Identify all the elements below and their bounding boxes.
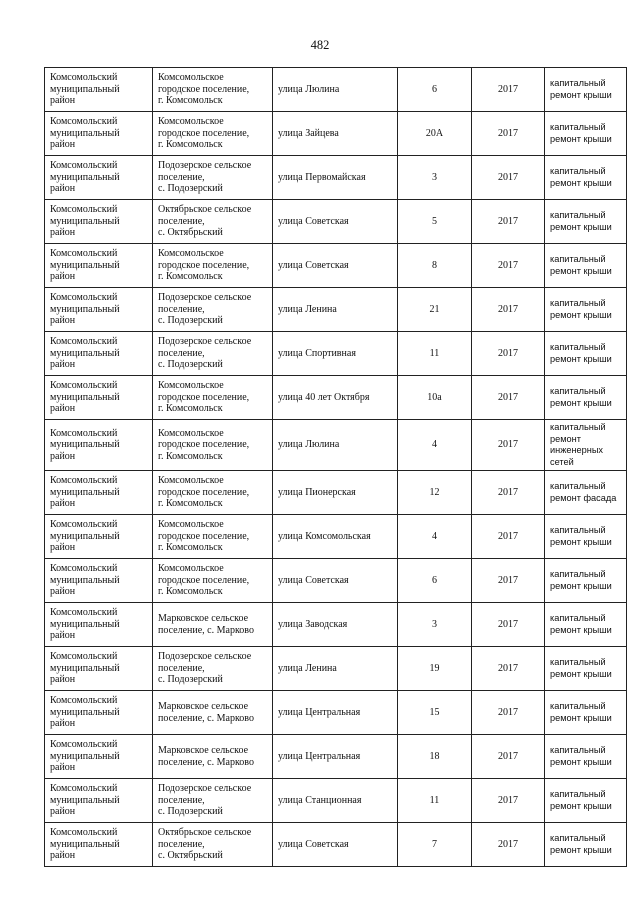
cell-work-type-line: ремонт крыши <box>550 221 612 232</box>
cell-district-line: Комсомольский <box>50 116 118 128</box>
cell-district <box>45 288 153 332</box>
table-row <box>45 420 627 471</box>
cell-district-line: район <box>50 586 76 598</box>
cell-year: 2017 <box>472 735 545 779</box>
cell-district-line: Комсомольский <box>50 695 118 707</box>
cell-work-type <box>545 647 627 691</box>
cell-work-type-line: капитальный <box>550 298 606 308</box>
cell-work-type-line: ремонт крыши <box>550 397 612 408</box>
cell-district-line: район <box>50 850 76 862</box>
cell-work-type <box>545 559 627 603</box>
cell-district-line: район <box>50 762 76 774</box>
cell-district-line: муниципальный <box>50 750 120 762</box>
cell-work-type-line: ремонт крыши <box>550 800 612 811</box>
cell-district-line: Комсомольский <box>50 336 118 348</box>
cell-settlement-line: г. Комсомольск <box>158 139 223 151</box>
cell-house-number: 6 <box>398 559 472 603</box>
table-row <box>45 779 627 823</box>
cell-work-type <box>545 603 627 647</box>
cell-district <box>45 68 153 112</box>
cell-district-line: Комсомольский <box>50 519 118 531</box>
cell-work-type <box>545 515 627 559</box>
table-row <box>45 691 627 735</box>
cell-settlement-line: Комсомольское <box>158 563 224 575</box>
cell-district-line: район <box>50 718 76 730</box>
cell-district-line: район <box>50 674 76 686</box>
cell-settlement-line: Комсомольское <box>158 72 224 84</box>
cell-district <box>45 244 153 288</box>
cell-year: 2017 <box>472 68 545 112</box>
cell-settlement-line: Марковское сельское <box>158 745 249 756</box>
cell-year: 2017 <box>472 471 545 515</box>
cell-work-type-line: капитальный <box>550 789 606 799</box>
cell-house-number: 6 <box>398 68 472 112</box>
cell-work-type-line: ремонт крыши <box>550 624 612 635</box>
cell-year: 2017 <box>472 288 545 332</box>
cell-settlement <box>153 68 273 112</box>
cell-district-line: район <box>50 139 76 151</box>
cell-district <box>45 376 153 420</box>
cell-street: улица Первомайская <box>273 156 398 200</box>
cell-year: 2017 <box>472 779 545 823</box>
cell-work-type-line: ремонт крыши <box>550 89 612 100</box>
page-number: 482 <box>310 38 330 52</box>
cell-settlement-line: с. Подозерский <box>158 359 223 371</box>
cell-district-line: Комсомольский <box>50 475 118 487</box>
cell-street: улица Комсомольская <box>273 515 398 559</box>
cell-work-type-line: ремонт крыши <box>550 580 612 591</box>
cell-work-type-line: капитальный <box>550 833 606 843</box>
cell-settlement-line: городское поселение, <box>158 530 250 542</box>
cell-work-type <box>545 112 627 156</box>
cell-work-type <box>545 779 627 823</box>
cell-district <box>45 156 153 200</box>
cell-work-type-line: ремонт <box>550 433 581 444</box>
cell-street: улица Пионерская <box>273 471 398 515</box>
cell-work-type-line: ремонт крыши <box>550 536 612 547</box>
cell-settlement-line: г. Комсомольск <box>158 403 223 415</box>
cell-district-line: Комсомольский <box>50 651 118 663</box>
cell-settlement <box>153 200 273 244</box>
cell-district-line: муниципальный <box>50 259 120 271</box>
cell-work-type <box>545 420 627 471</box>
cell-work-type-line: капитальный <box>550 613 606 623</box>
table-row <box>45 156 627 200</box>
cell-district-line: Комсомольский <box>50 380 118 392</box>
cell-district <box>45 515 153 559</box>
cell-house-number: 3 <box>398 603 472 647</box>
cell-work-type-line: капитальный <box>550 701 606 711</box>
cell-house-number: 8 <box>398 244 472 288</box>
cell-settlement <box>153 420 273 471</box>
cell-district-line: Комсомольский <box>50 739 118 751</box>
cell-settlement-line: городское поселение, <box>158 391 250 403</box>
cell-settlement-line: Комсомольское <box>158 519 224 531</box>
cell-settlement <box>153 332 273 376</box>
cell-settlement-line: поселение, <box>158 662 205 674</box>
cell-district-line: Комсомольский <box>50 72 118 84</box>
cell-street: улица Советская <box>273 559 398 603</box>
cell-work-type-line: ремонт крыши <box>550 177 612 188</box>
cell-district-line: район <box>50 271 76 283</box>
table-row <box>45 647 627 691</box>
cell-work-type-line: ремонт крыши <box>550 265 612 276</box>
table-row <box>45 515 627 559</box>
cell-house-number: 4 <box>398 420 472 471</box>
cell-district <box>45 823 153 867</box>
cell-district-line: муниципальный <box>50 574 120 586</box>
cell-district-line: Комсомольский <box>50 427 118 439</box>
cell-district <box>45 420 153 471</box>
cell-year: 2017 <box>472 603 545 647</box>
cell-district-line: муниципальный <box>50 347 120 359</box>
cell-work-type-line: капитальный <box>550 254 606 264</box>
cell-work-type-line: сетей <box>550 456 574 467</box>
cell-house-number: 4 <box>398 515 472 559</box>
cell-settlement-line: поселение, с. Марково <box>158 712 254 724</box>
cell-work-type <box>545 691 627 735</box>
cell-district-line: район <box>50 498 76 510</box>
cell-district-line: район <box>50 542 76 554</box>
cell-settlement <box>153 735 273 779</box>
cell-district-line: муниципальный <box>50 530 120 542</box>
cell-district-line: муниципальный <box>50 303 120 315</box>
cell-house-number: 10а <box>398 376 472 420</box>
cell-street: улица Заводская <box>273 603 398 647</box>
cell-street: улица Советская <box>273 823 398 867</box>
cell-street: улица Советская <box>273 244 398 288</box>
cell-street: улица Зайцева <box>273 112 398 156</box>
cell-settlement <box>153 515 273 559</box>
cell-settlement <box>153 691 273 735</box>
cell-work-type <box>545 156 627 200</box>
cell-work-type-line: капитальный <box>550 481 606 491</box>
cell-work-type-line: капитальный <box>550 166 606 176</box>
cell-district <box>45 691 153 735</box>
cell-settlement-line: Подозерское сельское <box>158 651 252 663</box>
cell-settlement-line: поселение, <box>158 794 205 806</box>
cell-district-line: район <box>50 359 76 371</box>
cell-house-number: 15 <box>398 691 472 735</box>
cell-settlement-line: Комсомольское <box>158 427 224 439</box>
cell-house-number: 19 <box>398 647 472 691</box>
table-row <box>45 603 627 647</box>
cell-district-line: муниципальный <box>50 127 120 139</box>
cell-work-type <box>545 376 627 420</box>
cell-settlement-line: г. Комсомольск <box>158 586 223 598</box>
cell-district <box>45 471 153 515</box>
cell-settlement-line: с. Октябрьский <box>158 850 223 862</box>
cell-house-number: 11 <box>398 779 472 823</box>
cell-district-line: район <box>50 403 76 415</box>
cell-district-line: Комсомольский <box>50 292 118 304</box>
cell-year: 2017 <box>472 515 545 559</box>
cell-settlement-line: с. Октябрьский <box>158 227 223 239</box>
cell-settlement <box>153 471 273 515</box>
cell-district-line: район <box>50 183 76 195</box>
cell-work-type <box>545 68 627 112</box>
cell-district-line: муниципальный <box>50 171 120 183</box>
cell-settlement <box>153 156 273 200</box>
cell-settlement-line: г. Комсомольск <box>158 271 223 283</box>
cell-settlement <box>153 647 273 691</box>
cell-house-number: 7 <box>398 823 472 867</box>
cell-work-type-line: ремонт крыши <box>550 844 612 855</box>
cell-settlement-line: поселение, <box>158 303 205 315</box>
cell-work-type-line: капитальный <box>550 569 606 579</box>
cell-house-number: 12 <box>398 471 472 515</box>
cell-district-line: район <box>50 806 76 818</box>
cell-street: улица Люлина <box>273 420 398 471</box>
cell-work-type-line: ремонт крыши <box>550 756 612 767</box>
cell-year: 2017 <box>472 647 545 691</box>
cell-street: улица Советская <box>273 200 398 244</box>
cell-work-type-line: ремонт крыши <box>550 309 612 320</box>
cell-settlement-line: поселение, с. Марково <box>158 624 254 636</box>
cell-house-number: 11 <box>398 332 472 376</box>
cell-district <box>45 603 153 647</box>
cell-settlement-line: Октябрьское сельское <box>158 827 252 839</box>
cell-settlement-line: Подозерское сельское <box>158 336 252 348</box>
cell-work-type-line: ремонт крыши <box>550 712 612 723</box>
cell-district-line: Комсомольский <box>50 607 118 619</box>
cell-work-type <box>545 735 627 779</box>
cell-district <box>45 735 153 779</box>
cell-house-number: 18 <box>398 735 472 779</box>
cell-work-type-line: ремонт крыши <box>550 668 612 679</box>
repair-schedule-table <box>44 67 627 867</box>
cell-settlement-line: г. Комсомольск <box>158 542 223 554</box>
cell-year: 2017 <box>472 244 545 288</box>
cell-settlement <box>153 112 273 156</box>
cell-house-number: 20А <box>398 112 472 156</box>
cell-settlement-line: г. Комсомольск <box>158 450 223 462</box>
cell-district-line: район <box>50 315 76 327</box>
cell-settlement <box>153 779 273 823</box>
cell-settlement <box>153 244 273 288</box>
cell-work-type-line: капитальный <box>550 122 606 132</box>
cell-settlement-line: городское поселение, <box>158 83 250 95</box>
cell-work-type-line: капитальный <box>550 525 606 535</box>
cell-district-line: район <box>50 450 76 462</box>
cell-work-type <box>545 288 627 332</box>
cell-year: 2017 <box>472 156 545 200</box>
cell-year: 2017 <box>472 420 545 471</box>
cell-street: улица Ленина <box>273 647 398 691</box>
cell-settlement-line: Комсомольское <box>158 248 224 260</box>
cell-work-type-line: ремонт фасада <box>550 492 617 503</box>
cell-settlement-line: городское поселение, <box>158 259 250 271</box>
cell-district-line: муниципальный <box>50 215 120 227</box>
cell-settlement <box>153 603 273 647</box>
cell-street: улица Люлина <box>273 68 398 112</box>
cell-settlement-line: поселение, с. Марково <box>158 756 254 768</box>
cell-work-type-line: капитальный <box>550 78 606 88</box>
cell-year: 2017 <box>472 691 545 735</box>
cell-year: 2017 <box>472 559 545 603</box>
cell-work-type-line: инженерных <box>550 445 604 455</box>
cell-street: улица Спортивная <box>273 332 398 376</box>
table-row <box>45 471 627 515</box>
cell-year: 2017 <box>472 823 545 867</box>
table-row <box>45 735 627 779</box>
cell-district-line: муниципальный <box>50 439 120 451</box>
cell-work-type-line: ремонт крыши <box>550 133 612 144</box>
cell-settlement-line: поселение, <box>158 171 205 183</box>
cell-settlement-line: городское поселение, <box>158 439 250 451</box>
cell-work-type <box>545 244 627 288</box>
cell-district-line: муниципальный <box>50 662 120 674</box>
cell-street: улица Ленина <box>273 288 398 332</box>
cell-settlement-line: Марковское сельское <box>158 701 249 712</box>
cell-street: улица Центральная <box>273 691 398 735</box>
table-row <box>45 559 627 603</box>
cell-house-number: 21 <box>398 288 472 332</box>
cell-district-line: район <box>50 630 76 642</box>
cell-year: 2017 <box>472 332 545 376</box>
cell-settlement-line: Октябрьское сельское <box>158 204 252 216</box>
cell-work-type <box>545 823 627 867</box>
cell-settlement-line: с. Подозерский <box>158 806 223 818</box>
cell-work-type <box>545 332 627 376</box>
cell-work-type-line: капитальный <box>550 210 606 220</box>
cell-district-line: муниципальный <box>50 391 120 403</box>
cell-settlement-line: Подозерское сельское <box>158 783 252 795</box>
table-row <box>45 823 627 867</box>
cell-district-line: муниципальный <box>50 706 120 718</box>
cell-settlement-line: поселение, <box>158 838 205 850</box>
cell-work-type-line: капитальный <box>550 386 606 396</box>
cell-settlement-line: городское поселение, <box>158 127 250 139</box>
cell-district-line: Комсомольский <box>50 783 118 795</box>
cell-settlement-line: поселение, <box>158 347 205 359</box>
cell-settlement-line: с. Подозерский <box>158 183 223 195</box>
cell-settlement <box>153 376 273 420</box>
cell-district-line: Комсомольский <box>50 563 118 575</box>
cell-work-type-line: капитальный <box>550 422 606 432</box>
cell-settlement-line: Марковское сельское <box>158 613 249 624</box>
cell-settlement-line: г. Комсомольск <box>158 95 223 107</box>
cell-work-type-line: капитальный <box>550 657 606 667</box>
cell-district <box>45 779 153 823</box>
cell-district-line: муниципальный <box>50 794 120 806</box>
cell-settlement-line: городское поселение, <box>158 486 250 498</box>
cell-settlement-line: Подозерское сельское <box>158 292 252 304</box>
cell-district <box>45 332 153 376</box>
cell-work-type <box>545 200 627 244</box>
cell-settlement-line: городское поселение, <box>158 574 250 586</box>
cell-year: 2017 <box>472 200 545 244</box>
cell-district-line: муниципальный <box>50 486 120 498</box>
cell-work-type <box>545 471 627 515</box>
cell-settlement <box>153 288 273 332</box>
cell-district-line: Комсомольский <box>50 160 118 172</box>
cell-house-number: 5 <box>398 200 472 244</box>
cell-house-number: 3 <box>398 156 472 200</box>
cell-district-line: Комсомольский <box>50 827 118 839</box>
table-row <box>45 200 627 244</box>
table-row <box>45 288 627 332</box>
cell-district-line: муниципальный <box>50 83 120 95</box>
cell-settlement-line: Комсомольское <box>158 475 224 487</box>
cell-settlement-line: поселение, <box>158 215 205 227</box>
cell-work-type-line: капитальный <box>550 745 606 755</box>
cell-district-line: Комсомольский <box>50 248 118 260</box>
cell-street: улица Центральная <box>273 735 398 779</box>
cell-work-type-line: ремонт крыши <box>550 353 612 364</box>
cell-district <box>45 112 153 156</box>
cell-settlement-line: Комсомольское <box>158 380 224 392</box>
cell-street: улица Станционная <box>273 779 398 823</box>
cell-year: 2017 <box>472 376 545 420</box>
cell-district-line: муниципальный <box>50 618 120 630</box>
cell-district <box>45 200 153 244</box>
table-row <box>45 244 627 288</box>
cell-district-line: район <box>50 227 76 239</box>
cell-settlement-line: с. Подозерский <box>158 674 223 686</box>
cell-street: улица 40 лет Октября <box>273 376 398 420</box>
table-row <box>45 112 627 156</box>
table-row <box>45 376 627 420</box>
cell-district <box>45 647 153 691</box>
cell-settlement-line: с. Подозерский <box>158 315 223 327</box>
cell-settlement-line: г. Комсомольск <box>158 498 223 510</box>
cell-year: 2017 <box>472 112 545 156</box>
cell-district-line: муниципальный <box>50 838 120 850</box>
cell-settlement <box>153 559 273 603</box>
cell-district-line: район <box>50 95 76 107</box>
table-row <box>45 332 627 376</box>
cell-district-line: Комсомольский <box>50 204 118 216</box>
table-body <box>45 68 627 867</box>
cell-work-type-line: капитальный <box>550 342 606 352</box>
cell-district <box>45 559 153 603</box>
cell-settlement-line: Подозерское сельское <box>158 160 252 172</box>
table-row <box>45 68 627 112</box>
cell-settlement-line: Комсомольское <box>158 116 224 128</box>
cell-settlement <box>153 823 273 867</box>
